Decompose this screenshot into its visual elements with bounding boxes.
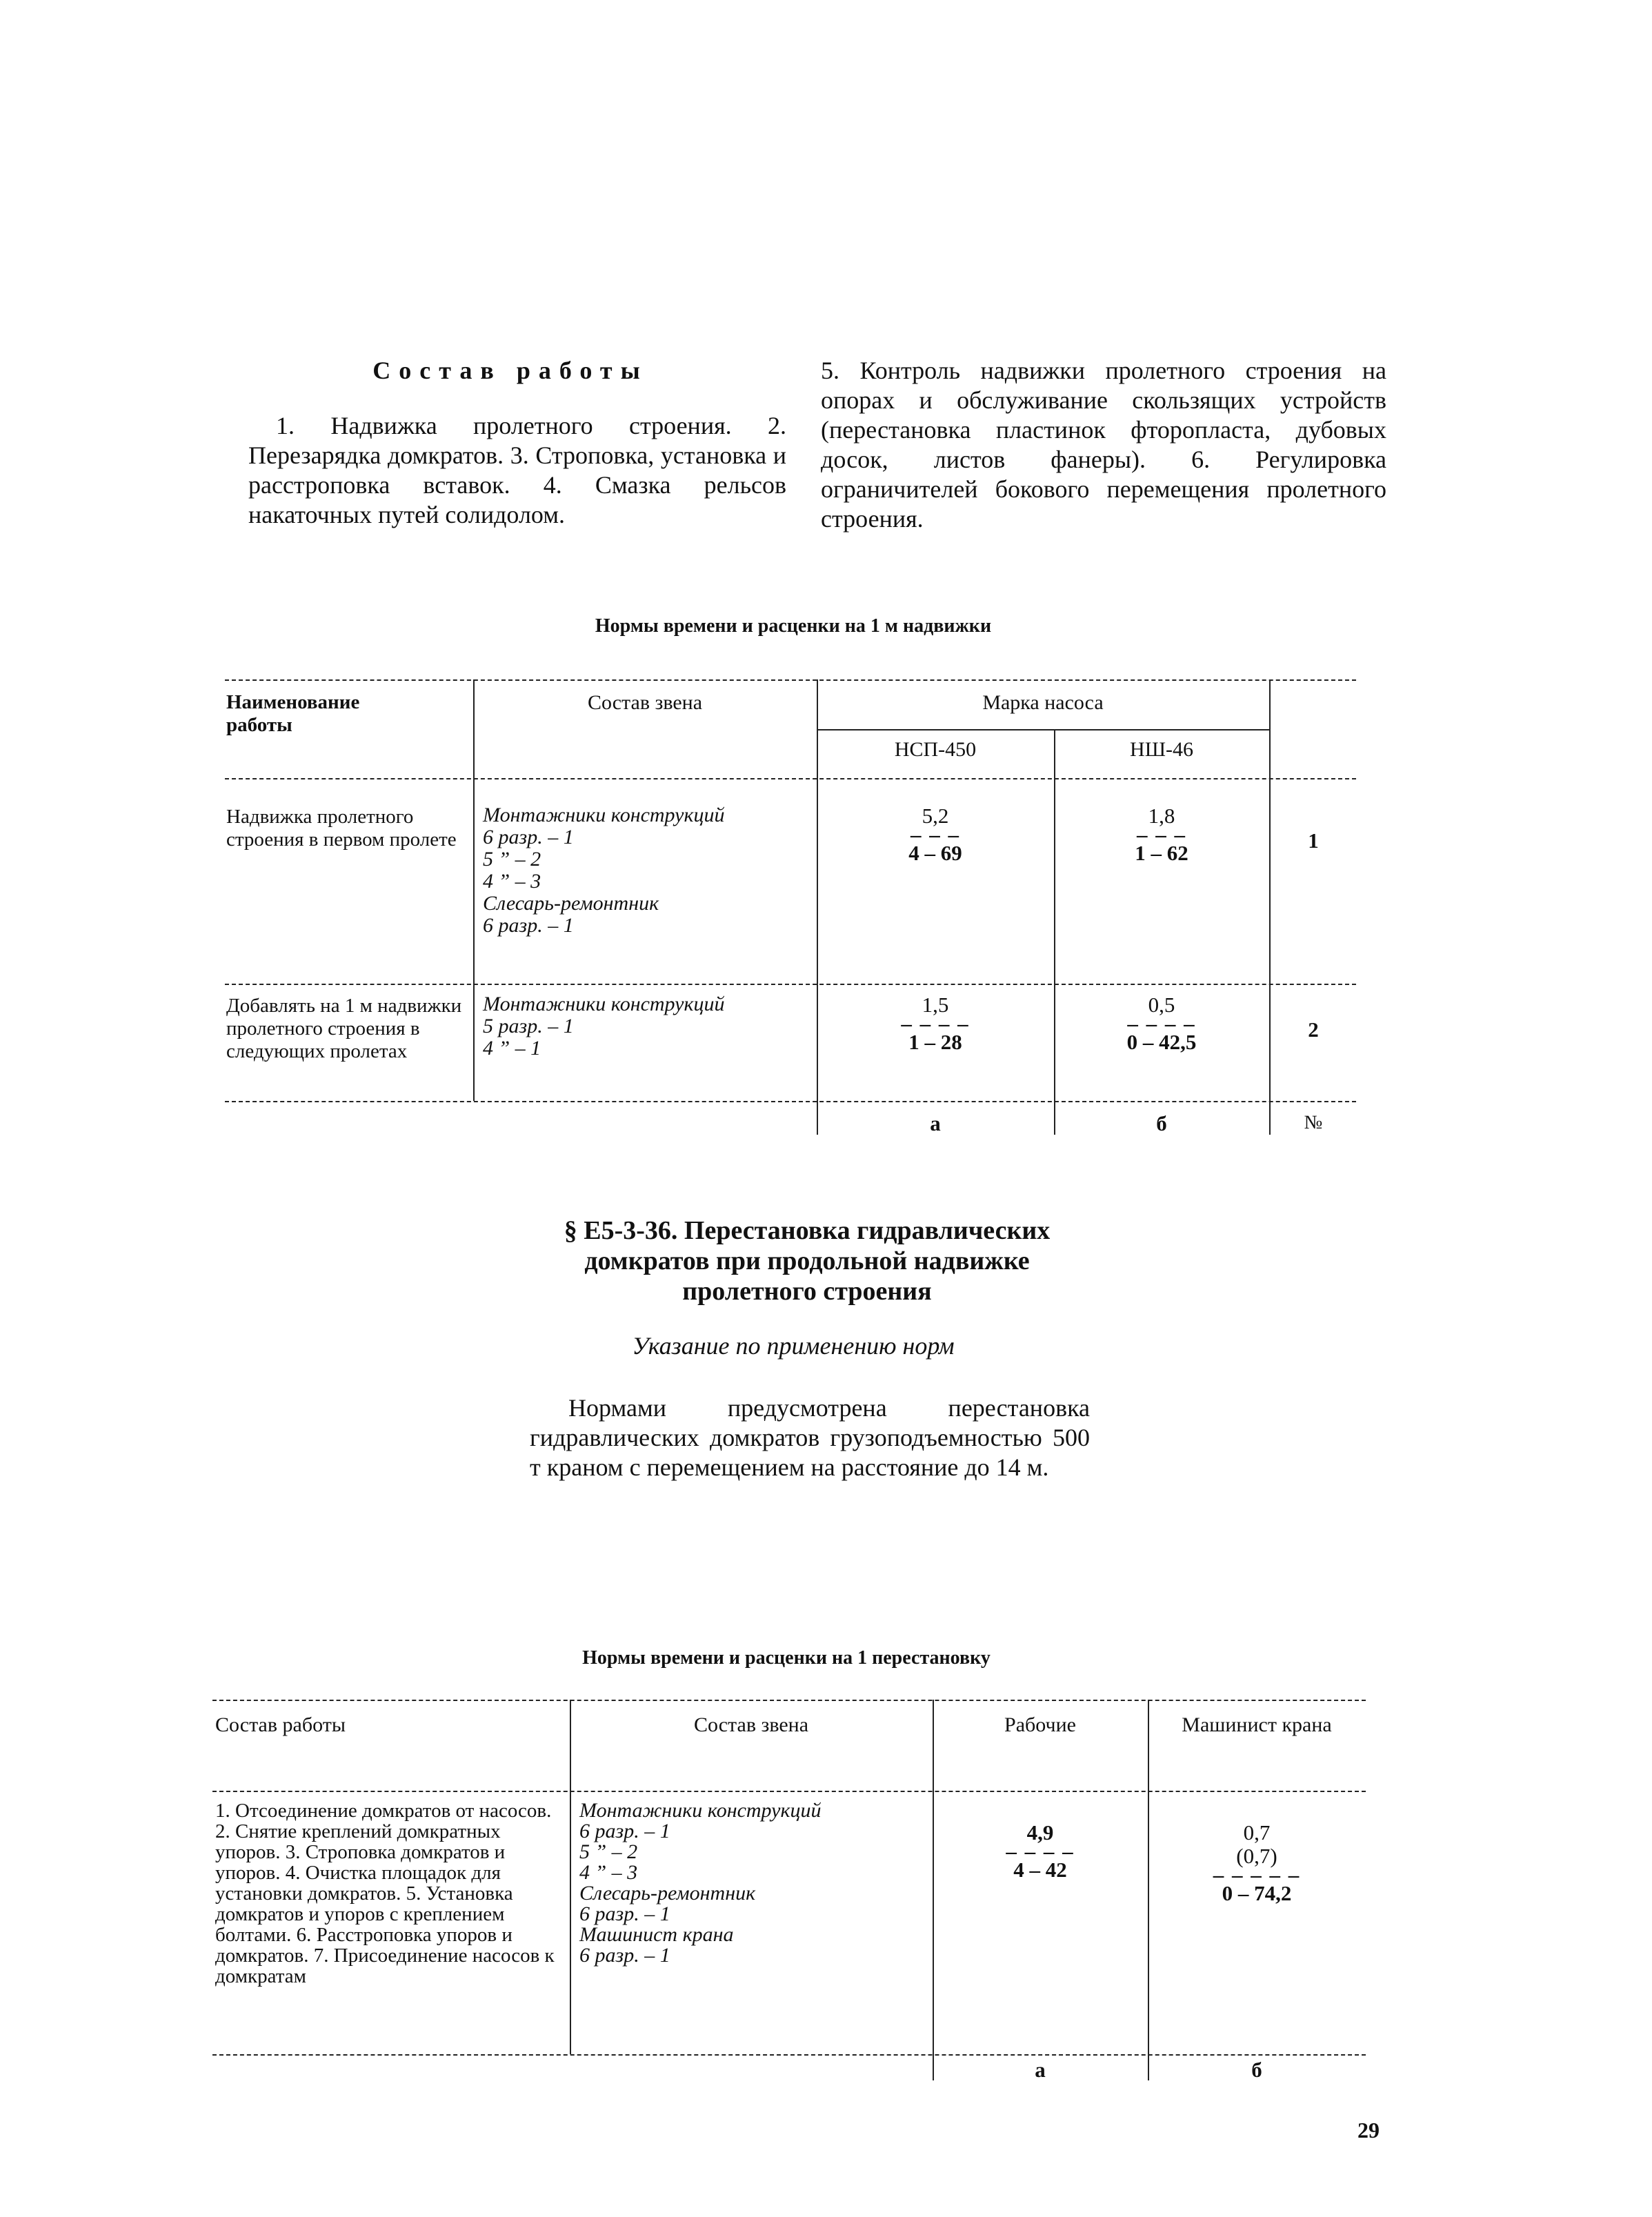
table1-header-crew: Состав звена: [587, 691, 703, 714]
crew-line: 4 ” – 3: [483, 870, 541, 893]
section-text: Нормами предусмотрена перестановка гидравлических домкратов грузоподъемностью 500 т краном с перемещением на расстояние до 14 м.: [530, 1394, 1090, 1481]
crew-line: 5 ” – 2: [483, 848, 541, 871]
rate: 1 – 28: [908, 1030, 962, 1054]
crew-line: 6 разр. – 1: [579, 1902, 670, 1925]
table1-caption: Нормы времени и расценки на 1 м надвижки: [595, 615, 992, 637]
table2-header-crew: Состав звена: [693, 1713, 809, 1736]
table1-footer-no: №: [1304, 1112, 1323, 1133]
crew-line: 4 ” – 1: [483, 1037, 541, 1060]
table1-col-line-4: [1269, 679, 1271, 1135]
table1-col-line-3: [1054, 729, 1055, 1135]
rate: 0 – 74,2: [1222, 1881, 1292, 1905]
crew-line: 6 разр. – 1: [579, 1820, 670, 1842]
norm-time: 4,9: [1026, 1820, 1054, 1845]
rate: 0 – 42,5: [1126, 1030, 1197, 1054]
table1-row-separator: [225, 984, 1356, 985]
rate: 4 – 69: [908, 841, 962, 865]
section-title: § Е5-3-36. Перестановка гидравлических домкратов при продольной надвижке пролетного строения: [564, 1216, 1051, 1306]
page-number: 29: [1357, 2118, 1380, 2143]
crew-line: Слесарь-ремонтник: [483, 892, 659, 915]
norm-time: 1,8: [1148, 804, 1175, 828]
table1-row2-crew: [483, 993, 814, 1060]
table1-pump-rule: [817, 729, 1269, 730]
table1-header-pump-a: НСП-450: [894, 738, 977, 761]
table1-row1-a: [818, 804, 1053, 865]
norm-time: 0,7: [1243, 1820, 1271, 1845]
rate: 1 – 62: [1135, 841, 1188, 865]
crew-line: 6 разр. – 1: [483, 914, 574, 937]
crew-line: 4 ” – 3: [579, 1861, 638, 1884]
crew-line: 6 разр. – 1: [483, 826, 574, 848]
crew-line: Монтажники конструкций: [483, 804, 725, 826]
table2-top-rule: [212, 1700, 1366, 1701]
section-subtitle: Указание по применению норм: [632, 1332, 955, 1360]
table2-header-crane: Машинист крана: [1182, 1713, 1332, 1736]
table1-header-pump-b: НШ-46: [1130, 738, 1193, 761]
table1-footer-a: а: [930, 1111, 941, 1135]
norm-time: 1,5: [922, 993, 949, 1017]
crew-line: Машинист крана: [579, 1923, 734, 1946]
fraction-line: – – –: [910, 822, 960, 846]
table1-row2-a: [818, 993, 1053, 1054]
table2-caption: Нормы времени и расценки на 1 перестановку: [582, 1647, 991, 1669]
crew-line: 6 разр. – 1: [579, 1944, 670, 1967]
table2-footer-b: б: [1251, 2058, 1262, 2082]
table2-work-text: 1. Отсоединение домкратов от насосов. 2. Снятие креплений домкратных упоров. 3. Строповка домкратов и упоров. 4. Очистка площадок для установки домкратов. 5. Установка домкратов и упоров с креплением болтами. 6. Расстроповка упоров и домкратов. 7. Присоединение насосов к домкратам: [215, 1800, 555, 1987]
rate: 4 – 42: [1013, 1858, 1067, 1882]
table1-header-name: Наименование работы: [226, 691, 360, 736]
crew-line: Монтажники конструкций: [483, 993, 725, 1015]
table2-col-line-2: [933, 1700, 934, 2080]
table1-header-bottom-rule: [225, 778, 1356, 779]
table1-top-rule: [225, 679, 1356, 681]
fraction-line: – – – –: [1006, 1839, 1075, 1863]
table1-header-pump-brand: Марка насоса: [982, 691, 1104, 714]
table1-row2-name: Добавлять на 1 м надвижки пролетного строения в следующих пролетах: [226, 995, 462, 1062]
table2-crane-value: [1149, 1821, 1364, 1905]
norm-time: 5,2: [922, 804, 949, 828]
composition-right-text: 5. Контроль надвижки пролетного строения на опорах и обслуживание скользящих устройств (перестановка пластинок фторопласта, дубовых досок, листов фанеры). 6. Регулировка ограничителей бокового перемещения пролетного строения.: [821, 357, 1386, 533]
crew-line: Слесарь-ремонтник: [579, 1882, 756, 1905]
table2-header-work: Состав работы: [215, 1713, 346, 1736]
table2-crew: [579, 1800, 930, 1966]
fraction-line: – – – –: [1127, 1011, 1196, 1035]
composition-title: Состав работы: [372, 357, 648, 384]
crew-line: 5 разр. – 1: [483, 1015, 574, 1037]
composition-left-text: 1. Надвижка пролетного строения. 2. Перезарядка домкратов. 3. Строповка, установка и расстроповка вставок. 4. Смазка рельсов накаточных путей солидолом.: [248, 412, 786, 528]
table1-row1-name: Надвижка пролетного строения в первом пролете: [226, 806, 457, 851]
fraction-line: – – – – –: [1213, 1862, 1301, 1887]
crew-line: Монтажники конструкций: [579, 1799, 822, 1822]
table1-row1-no: 1: [1308, 828, 1319, 853]
table2-bottom-rule: [212, 2054, 1366, 2056]
table1-row1-b: [1055, 804, 1268, 865]
table1-row1-crew: [483, 804, 814, 937]
norm-time: 0,5: [1148, 993, 1175, 1017]
table2-header-bottom-rule: [212, 1791, 1366, 1792]
table2-col-line-1: [570, 1700, 571, 2054]
fraction-line: – – – –: [901, 1011, 970, 1035]
table1-row2-no: 2: [1308, 1017, 1319, 1042]
crew-line: 5 ” – 2: [579, 1840, 638, 1863]
table2-workers-value: [934, 1821, 1146, 1882]
fraction-line: – – –: [1137, 822, 1186, 846]
table2-header-workers: Рабочие: [1004, 1713, 1076, 1736]
norm-time-machine: (0,7): [1236, 1844, 1277, 1868]
table1-row2-b: [1055, 993, 1268, 1054]
table1-col-line-1: [473, 679, 475, 1101]
table1-footer-b: б: [1156, 1111, 1167, 1135]
table2-footer-a: а: [1035, 2058, 1046, 2082]
table1-bottom-rule: [225, 1101, 1356, 1102]
